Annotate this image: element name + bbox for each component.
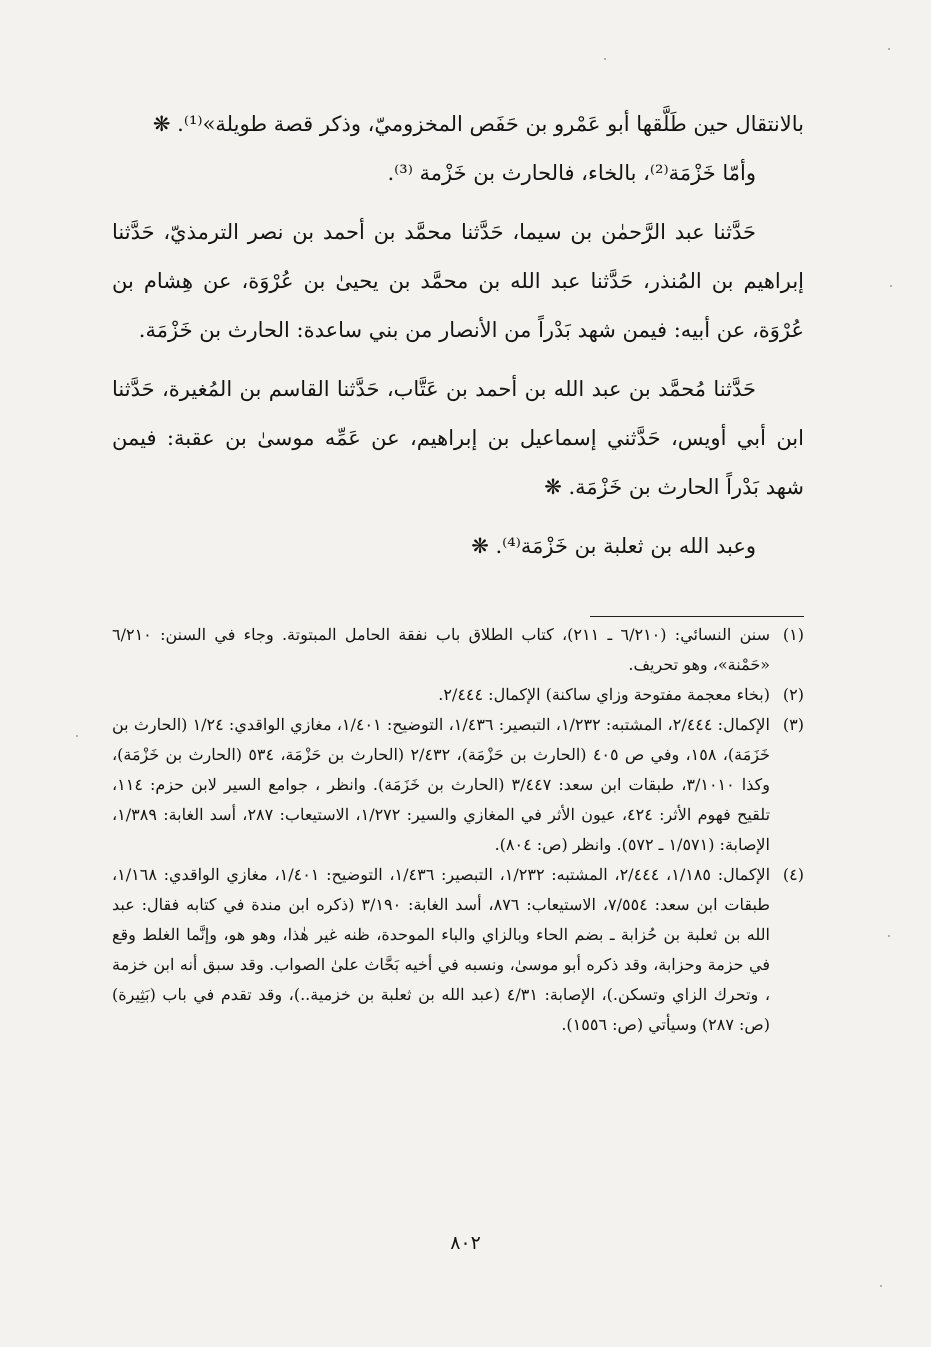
scan-speck (888, 935, 890, 937)
paragraph-1: بالانتقال حين طَلَّقها أبو عَمْرو بن حَفَص المخزوميّ، وذكر قصة طويلة»⁽¹⁾. ❋ (152, 112, 804, 136)
footnote-number: (٢) (782, 685, 804, 704)
paragraph-3: حَدَّثنا عبد الرَّحمٰن بن سيما، حَدَّثنا محمَّد بن أحمد بن نصر الترمذيّ، حَدَّثنا إبراهيم بن المُنذر، حَدَّثنا عبد الله بن محمَّد بن يحيىٰ بن عُرْوَة، عن هِشام بن عُرْوَة، عن أبيه: فيمن شهد بَدْراً من الأنصار من بني ساعدة: الحارث بن خَزْمَة. (112, 220, 804, 342)
paragraph-2: وأمّا خَزْمَة⁽²⁾، بالخاء، فالحارث بن خَزْمة ⁽³⁾. (387, 161, 756, 185)
scan-speck (888, 48, 890, 50)
footnote-number: (١) (782, 625, 804, 644)
footnote-1 (112, 620, 804, 680)
footnote-text: الإكمال: ١/١٨٥، ٢/٤٤٤، المشتبه: ١/٢٣٢، التبصير: ١/٤٣٦، التوضيح: ١/٤٠١، مغازي الواقدي: ١/١٦٨، طبقات ابن سعد: ٧/٥٥٤، الاستيعاب: ٨٧٦، أسد الغابة: ٣/١٩٠ (ذكره ابن مندة في كتابه فقال: عبد الله بن ثعلبة بن حُزابة ـ بضم الحاء وبالزاي والباء الموحدة، ظنه غير هٰذا، وهو هو، وإنَّما الغلط وقع في حزمة وحزابة، وقد ذكره أبو موسىٰ، ونسبه في أخيه بَحَّاث علىٰ الصواب. وقد سبق أنه ابن خزمة ، وتحرك الزاي وتسكن.)، الإصابة: ٤/٣١ (عبد الله بن ثعلبة بن خزمية..)، وقد تقدم في باب (بَثِيرة) (ص: ٢٨٧) وسيأتي (ص: ١٥٥٦). (112, 865, 771, 1034)
scan-speck (604, 58, 606, 60)
footnote-3 (112, 710, 804, 860)
footnotes (112, 620, 804, 1040)
footnote-number: (٣) (782, 715, 804, 734)
footnote-divider (590, 616, 804, 617)
page-number: ٨٠٢ (450, 1232, 481, 1254)
footnote-text: سنن النسائي: (٦/٢١٠ ـ ٢١١)، كتاب الطلاق باب نفقة الحامل المبتوتة. وجاء في السنن: ٦/٢١٠ «حَمْنة»، وهو تحريف. (112, 625, 771, 674)
main-text (112, 100, 804, 571)
footnote-number: (٤) (782, 865, 804, 884)
scan-speck (890, 285, 892, 287)
footnote-text: الإكمال: ٢/٤٤٤، المشتبه: ١/٢٣٢، التبصير: ١/٤٣٦، التوضيح: ١/٤٠١، مغازي الواقدي: ١/٢٤ (الحارث بن خَزَمَة)، ١٥٨، وفي ص ٤٠٥ (الحارث بن حَزْمَة)، ٢/٤٣٢ (الحارث بن حَزْمَة، ٥٣٤ (الحارث بن خَزْمَة)، وكذا ٣/١٠١٠، طبقات ابن سعد: ٣/٤٤٧ (الحارث بن خَزَمَة). وانظر ، جوامع السير لابن حزم: ١١٤، تلقيح فهوم الأثر: ٤٢٤، عيون الأثر في المغازي والسير: ١/٢٧٢، الاستيعاب: ٢٨٧، أسد الغابة: ١/٣٨٩، الإصابة: (١/٥٧١ ـ ٥٧٢). وانظر (ص: ٨٠٤). (112, 715, 771, 854)
scan-speck (76, 735, 78, 737)
paragraph-5: وعبد الله بن ثعلبة بن خَزْمَة⁽⁴⁾. ❋ (471, 534, 756, 558)
paragraph-4: حَدَّثنا مُحمَّد بن عبد الله بن أحمد بن عَتَّاب، حَدَّثنا القاسم بن المُغيرة، حَدَّثنا ابن أبي أويس، حَدَّثني إسماعيل بن إبراهيم، عن عَمِّه موسىٰ بن عقبة: فيمن شهد بَدْراً الحارث بن خَزْمَة. ❋ (112, 377, 804, 499)
scan-speck (880, 1285, 882, 1287)
footnote-4 (112, 860, 804, 1040)
footnote-text: (بخاء معجمة مفتوحة وزاي ساكنة) الإكمال: ٢/٤٤٤. (438, 685, 770, 704)
footnote-2 (112, 680, 804, 710)
